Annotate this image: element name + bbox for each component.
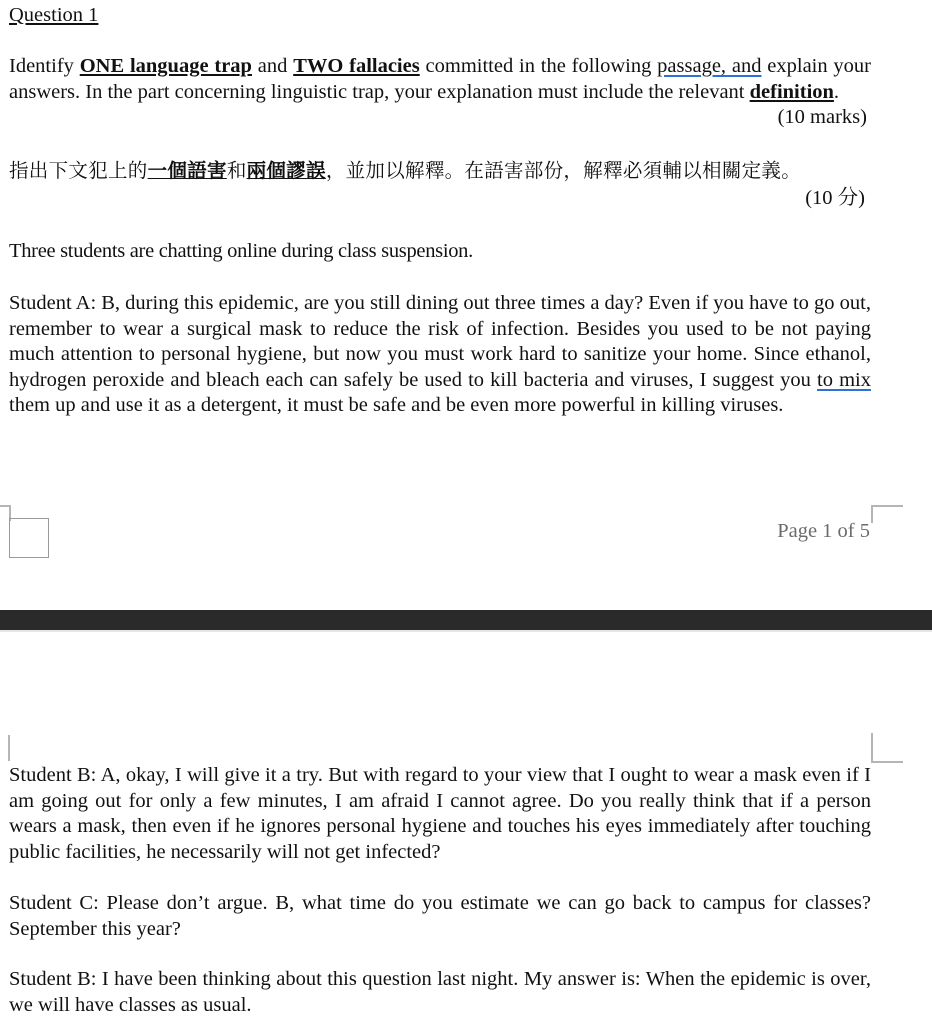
marks-en: (10 marks): [777, 106, 867, 128]
instruction-zh-text: 和: [226, 159, 247, 182]
page-gap: [0, 610, 932, 630]
instruction-text: Identify: [9, 55, 80, 77]
language-trap-emphasis: ONE language trap: [79, 55, 252, 77]
student-a-text: Student A: B, during this epidemic, are you still dining out three times a day? Even if you have to go out, remember to wear a surgical mask to reduce the risk of infection. Besides you used to be not paying much attention to personal hygiene, but now you must work hard to sanitize your home. Since ethanol, hydrogen peroxide and bleach each can safely be used to kill bacteria and viruses, I suggest you: [9, 292, 871, 391]
instruction-zh-text: ，並加以解釋。在語害部份，解釋必須輔以相關定義。: [325, 159, 802, 182]
scenario-text: Three students are chatting online during class suspension.: [9, 240, 473, 262]
spellcheck-flag[interactable]: to mix: [817, 368, 871, 391]
instruction-text: explain your answers. In the part concerning linguistic trap, your explanation must include the relevant: [9, 55, 872, 103]
margin-corner-left-top: [0, 735, 10, 761]
fallacies-emphasis: TWO fallacies: [293, 55, 420, 77]
student-b-paragraph-2: Student B: I have been thinking about this question last night. My answer is: When the epidemic is over, we will have classes as usual.: [9, 968, 871, 1016]
marks-zh: (10 分): [805, 187, 865, 209]
margin-corner-right-top: [871, 733, 903, 763]
student-c-paragraph: Student C: Please don’t argue. B, what time do you estimate we can go back to campus for classes? September this year?: [9, 892, 871, 940]
instruction-text: and: [251, 55, 294, 77]
spellcheck-flag[interactable]: passage, and: [657, 55, 762, 77]
language-trap-zh-emphasis: 一個語害: [147, 159, 227, 182]
question-heading: Question 1: [9, 4, 99, 26]
instruction-zh-text: 指出下文犯上的: [9, 159, 148, 182]
instruction-text: committed in the following: [419, 55, 658, 77]
page-footer: Page 1 of 5: [777, 520, 870, 542]
fallacies-zh-emphasis: 兩個謬誤: [246, 159, 326, 182]
student-b-paragraph-1: Student B: A, okay, I will give it a try. But with regard to your view that I ought to wear a mask even if I am going out for only a few minutes, I am afraid I cannot agree. Do you really think that if a person wears a mask, then even if he ignores personal hygiene and touches his eyes immediately after touching public facilities, he necessarily will not get infected?: [9, 764, 871, 863]
definition-emphasis: definition: [749, 80, 834, 103]
checkbox-square[interactable]: [9, 518, 49, 558]
page-2: [0, 632, 932, 1024]
margin-corner-right: [871, 505, 903, 523]
student-a-text: them up and use it as a detergent, it must be safe and be even more powerful in killing viruses.: [9, 394, 784, 416]
instruction-chinese: [9, 158, 909, 184]
student-a-paragraph: [9, 291, 871, 419]
instruction-text: .: [833, 80, 840, 103]
instruction-paragraph: [9, 54, 871, 105]
